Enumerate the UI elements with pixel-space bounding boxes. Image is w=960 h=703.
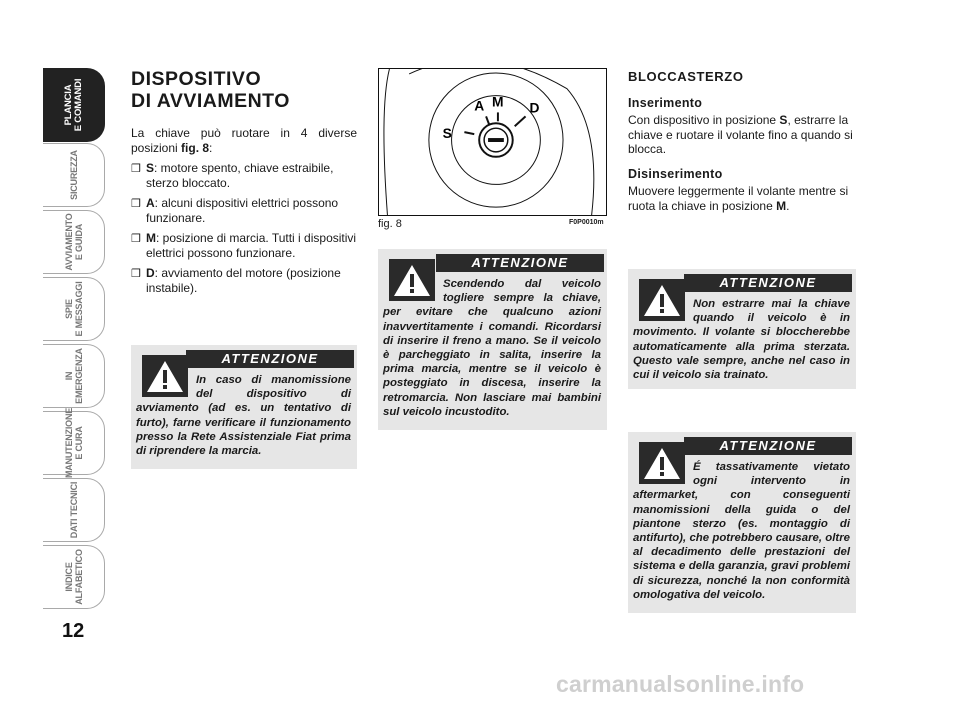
position-key: S bbox=[146, 161, 155, 175]
release-title: Disinserimento bbox=[628, 166, 723, 181]
position-key: M bbox=[146, 231, 156, 245]
tab-label: MANUTENZIONE E CURA bbox=[63, 407, 84, 479]
tab-sicurezza[interactable] bbox=[43, 143, 105, 207]
insert-key: S bbox=[779, 113, 788, 127]
figure-reference[interactable]: fig. 8 bbox=[181, 140, 210, 155]
label-s: S bbox=[442, 125, 452, 142]
tab-label: IN EMERGENZA bbox=[63, 348, 84, 404]
release-text-2: . bbox=[786, 198, 790, 213]
release-paragraph bbox=[628, 184, 856, 213]
watermark: carmanualsonline.info bbox=[556, 671, 805, 697]
release-text-1: Muovere leggermente il volante mentre si ruota la chiave in posizione bbox=[628, 184, 849, 213]
position-text: : alcuni dispositivi elettrici possono funzionare. bbox=[146, 196, 339, 225]
warning-box-aftermarket bbox=[628, 432, 856, 613]
tab-label: DATI TECNICI bbox=[68, 481, 79, 539]
section-title: BLOCCASTERZO bbox=[628, 69, 744, 84]
title-line-1: DISPOSITIVO bbox=[131, 68, 262, 90]
warning-text: É tassativamente vietato ogni intervento in aftermarket, con conseguenti manomissioni della guida o del piantone sterzo (es. montaggio di antifurto), che potrebbero causare, oltre al decadimento delle prestazioni del sistema e della garanzia, gravi problemi di sicurezza, nonché la non conformità omologativa del veicolo. bbox=[633, 461, 850, 601]
warning-header: ATTENZIONE bbox=[684, 274, 852, 292]
tab-label: SICUREZZA bbox=[68, 150, 79, 200]
insert-text-1: Con dispositivo in posizione bbox=[628, 113, 780, 127]
intro-paragraph bbox=[131, 126, 357, 155]
warning-triangle-icon bbox=[389, 259, 435, 301]
warning-header: ATTENZIONE bbox=[684, 437, 852, 455]
tab-indice-alfabetico[interactable] bbox=[43, 545, 105, 609]
tab-label: INDICE ALFABETICO bbox=[63, 549, 84, 605]
warning-header: ATTENZIONE bbox=[436, 254, 604, 272]
tab-avviamento-e-guida[interactable] bbox=[43, 210, 105, 274]
figure-caption: fig. 8 bbox=[378, 218, 402, 230]
tab-label: SPIE E MESSAGGI bbox=[63, 281, 84, 337]
key-positions-list bbox=[131, 161, 357, 295]
tab-dati-tecnici[interactable] bbox=[43, 478, 105, 542]
checkbox-bullet-icon: ❒ bbox=[131, 163, 141, 175]
warning-box-leaving-vehicle bbox=[378, 249, 607, 430]
warning-box-tampering bbox=[131, 345, 357, 469]
label-m: M bbox=[492, 93, 504, 110]
warning-header: ATTENZIONE bbox=[186, 350, 354, 368]
tab-manutenzione-e-cura[interactable] bbox=[43, 407, 105, 479]
checkbox-bullet-icon: ❒ bbox=[131, 198, 141, 210]
intro-text: La chiave può ruotare in 4 diverse posizioni bbox=[131, 126, 357, 155]
list-item bbox=[131, 231, 357, 260]
title-line-2: DI AVVIAMENTO bbox=[131, 90, 290, 112]
list-item bbox=[131, 196, 357, 225]
warning-text: In caso di manomissione del dispositivo di avviamento (ad es. un tentativo di furto), farne verificare il funzionamento presso la Rete Assistenziale Fiat prima di riprendere la marcia. bbox=[136, 374, 351, 458]
release-key: M bbox=[776, 198, 787, 213]
list-item bbox=[131, 161, 357, 190]
warning-triangle-icon bbox=[639, 442, 685, 484]
position-key: D bbox=[146, 266, 155, 280]
position-text: : motore spento, chiave estraibile, sterzo bloccato. bbox=[146, 161, 334, 190]
tab-label: AVVIAMENTO E GUIDA bbox=[63, 213, 84, 271]
right-column bbox=[628, 70, 856, 219]
label-d: D bbox=[529, 99, 540, 116]
checkbox-bullet-icon: ❒ bbox=[131, 233, 141, 245]
insert-title: Inserimento bbox=[628, 95, 703, 110]
insert-text-2: , estrarre la chiave e ruotare il volante fino a quando si blocca. bbox=[628, 113, 853, 156]
warning-text: Scendendo dal veicolo togliere sempre la chiave, per evitare che qualcuno azioni inavvertitamente i comandi. Ricordarsi di inserire il freno a mano. Se il veicolo è parcheggiato in salita, inserire la prima marcia, mentre se il veicolo è posteggiato in discesa, inserire la retromarcia. Non lasciare mai bambini sul veicolo incustodito. bbox=[383, 278, 601, 418]
position-key: A bbox=[146, 196, 155, 210]
warning-text: Non estrarre mai la chiave quando il veicolo è in movimento. Il volante si bloccherebbe automaticamente alla prima sterzata. Questo vale sempre, anche nel caso in cui il veicolo sia trainato. bbox=[633, 298, 850, 382]
figure-code: F0P0010m bbox=[569, 219, 604, 226]
position-text: : posizione di marcia. Tutti i dispositivi elettrici possono funzionare. bbox=[146, 231, 357, 260]
tab-spie-e-messaggi[interactable] bbox=[43, 277, 105, 341]
tab-plancia-e-comandi[interactable] bbox=[43, 68, 105, 142]
left-column bbox=[131, 68, 357, 301]
label-a: A bbox=[474, 97, 485, 114]
warning-triangle-icon bbox=[639, 279, 685, 321]
warning-triangle-icon bbox=[142, 355, 188, 397]
checkbox-bullet-icon: ❒ bbox=[131, 268, 141, 280]
list-item bbox=[131, 266, 357, 295]
insert-paragraph bbox=[628, 113, 856, 157]
tab-in-emergenza[interactable] bbox=[43, 344, 105, 408]
warning-box-key-removal bbox=[628, 269, 856, 389]
page-title bbox=[131, 68, 357, 112]
page-number: 12 bbox=[62, 620, 85, 642]
intro-end: : bbox=[209, 140, 213, 155]
ignition-switch-figure bbox=[378, 68, 607, 216]
tab-label: PLANCIA E COMANDI bbox=[62, 78, 84, 132]
position-text: : avviamento del motore (posizione instabile). bbox=[146, 266, 341, 295]
